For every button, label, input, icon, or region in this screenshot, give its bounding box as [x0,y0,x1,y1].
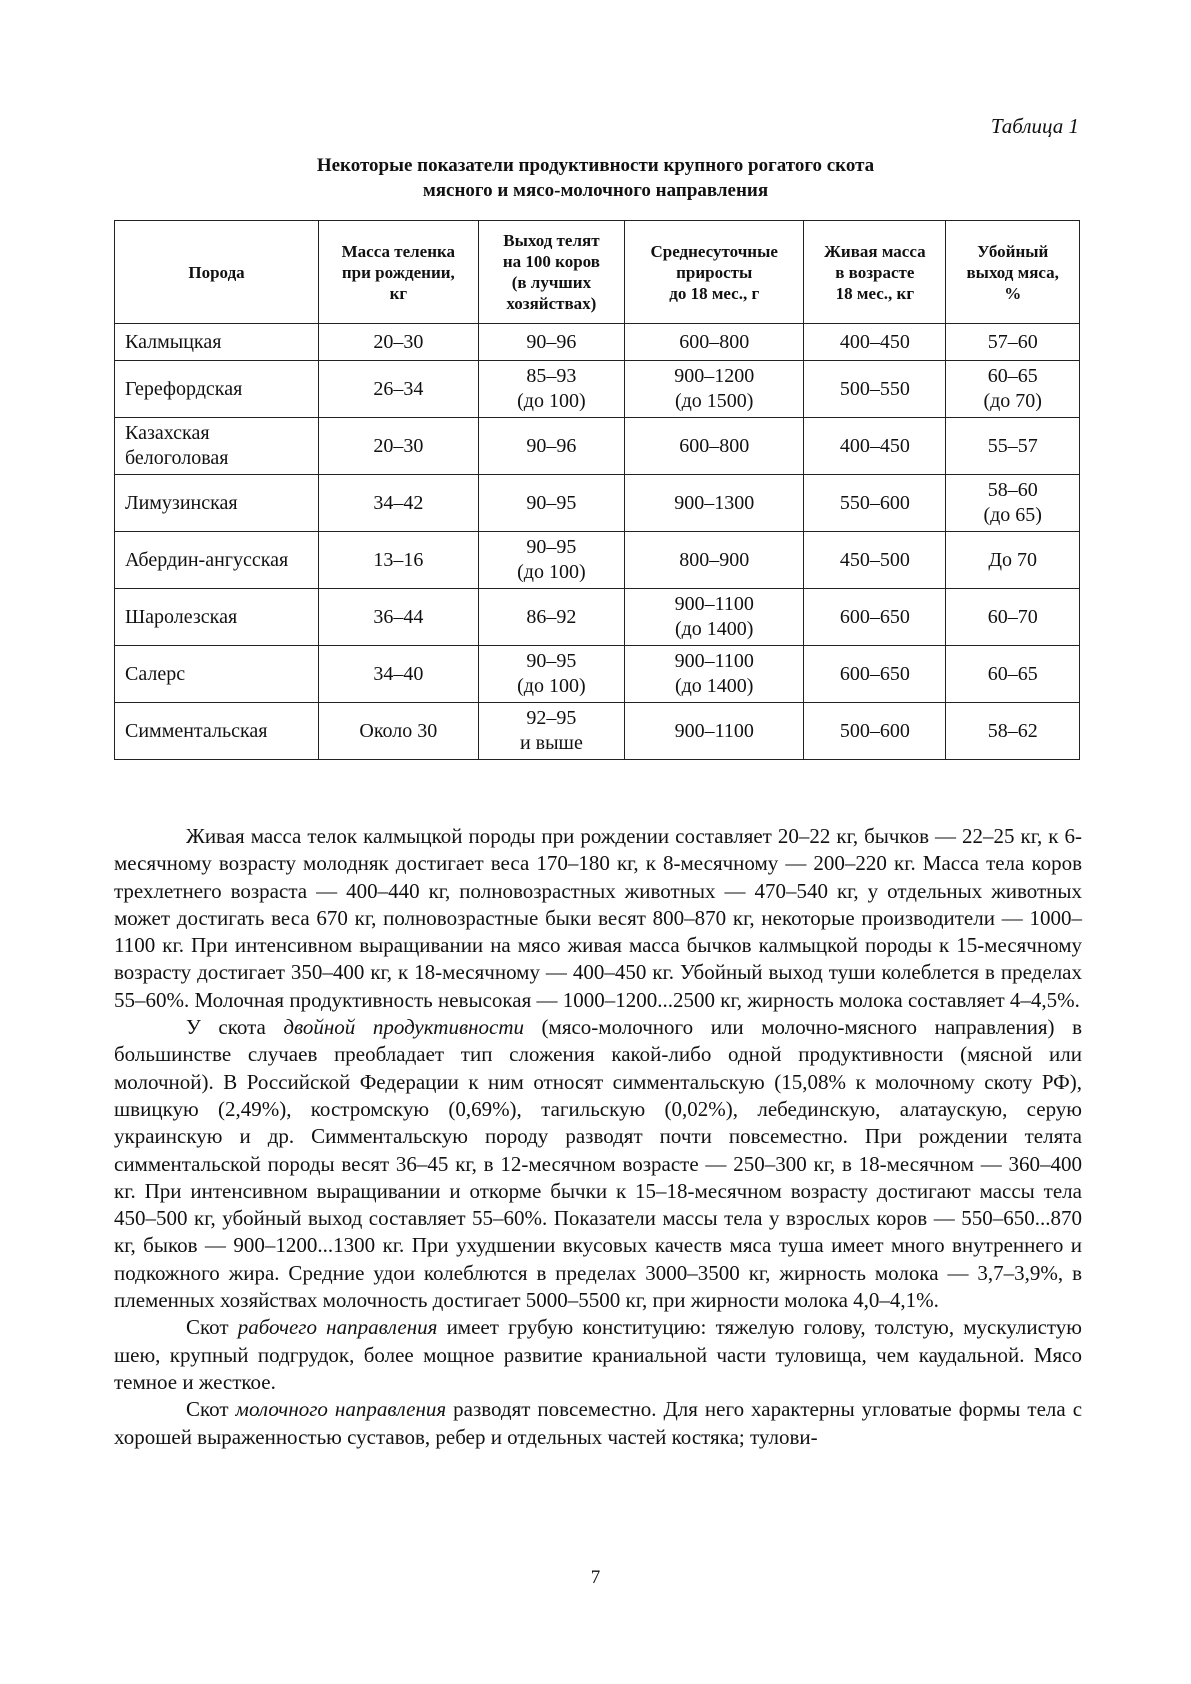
value-cell [946,324,1080,361]
cell-line: Казахская [125,422,210,444]
table-header-row [115,221,1080,324]
table-row [115,589,1080,646]
text-segment: Скот [186,1397,236,1422]
paragraph [114,1014,1082,1314]
cell-line: (до 1500) [674,390,754,412]
column-header-line: на 100 коров [502,252,600,271]
cell-line: (до 1400) [674,675,754,697]
value-cell [319,589,479,646]
value-cell [319,324,479,361]
cell-line: (до 70) [983,390,1042,412]
table-row [115,475,1080,532]
italic-term: двойной продуктивности [283,1015,524,1040]
cell-line: Шаролезская [125,605,238,628]
value-cell [478,589,625,646]
value-cell [478,646,625,703]
value-cell [946,475,1080,532]
value-cell [478,703,625,760]
text-segment: Скот [186,1315,238,1340]
cell-line: Симментальская [125,719,268,742]
column-header-line: при рождении, [341,262,455,282]
value-cell [319,703,479,760]
cell-line: 600–800 [679,434,750,457]
value-cell [625,324,804,361]
cell-line: 20–30 [373,330,424,353]
cell-line: 90–96 [526,330,577,353]
cell-line: Около 30 [359,719,438,742]
cell-line: 85–93 [526,365,577,387]
value-cell [946,418,1080,475]
value-cell [946,532,1080,589]
column-header-line: хозяйствах) [506,294,597,313]
value-cell [625,418,804,475]
value-cell [804,361,946,418]
cell-line: 34–40 [373,662,424,685]
table-row [115,646,1080,703]
value-cell [319,646,479,703]
breed-cell [115,532,319,589]
value-cell [625,589,804,646]
column-header-line: Живая масса [824,241,926,261]
cell-line: 58–60 [987,479,1038,501]
column-header [319,221,479,324]
cell-line: 90–96 [526,434,577,457]
cell-line: 600–650 [839,605,910,628]
cell-line: 55–57 [987,434,1038,457]
column-header [478,221,625,324]
text-segment: У скота [186,1015,284,1040]
value-cell [478,361,625,418]
italic-term: рабочего направления [237,1315,438,1340]
value-cell [478,418,625,475]
column-header-line: Выход телят [503,231,600,250]
value-cell [804,324,946,361]
value-cell [478,475,625,532]
cell-line: 60–65 [987,662,1038,685]
value-cell [804,532,946,589]
column-header-line: кг [389,283,408,303]
cell-line: (до 100) [517,675,586,697]
table-row [115,703,1080,760]
cell-line: 900–1300 [674,491,755,514]
cell-line: 400–450 [839,434,910,457]
cell-line: 900–1100 [674,719,754,742]
column-header-line: Среднесуточные [650,241,778,261]
cell-line: 600–800 [679,330,750,353]
paragraph [114,1396,1082,1451]
value-cell [625,532,804,589]
table-row [115,324,1080,361]
value-cell [946,703,1080,760]
value-cell [946,361,1080,418]
cell-line: 86–92 [526,605,577,628]
table-title-line: мясного и мясо-молочного направления [422,180,769,201]
value-cell [478,324,625,361]
cell-line: 900–1100 [674,650,754,672]
column-header [625,221,804,324]
column-header-line: Масса теленка [341,241,456,261]
breed-cell [115,324,319,361]
value-cell [319,361,479,418]
paragraph [114,1314,1082,1396]
table-row [115,418,1080,475]
value-cell [625,646,804,703]
cell-line: 60–70 [987,605,1038,628]
table-label: Таблица 1 [990,114,1079,138]
column-header [946,221,1080,324]
cell-line: и выше [519,732,583,754]
cell-line: До 70 [988,548,1038,571]
cell-line: 58–62 [987,719,1038,742]
cell-line: 20–30 [373,434,424,457]
cell-line: 400–450 [839,330,910,353]
text-segment: разводят повсеместно. Для него характерны угловатые формы тела с хорошей выраженностью суставов, ребер и отдельных частей костяка; тулови- [114,1397,1083,1449]
cell-line: Лимузинская [125,491,238,514]
cell-line: (до 100) [517,561,586,583]
cell-line: 500–600 [839,719,910,742]
breed-cell [115,589,319,646]
italic-term: молочного направления [235,1397,447,1422]
breed-cell [115,646,319,703]
cell-line: 36–44 [373,605,424,628]
cell-line: 550–600 [839,491,910,514]
column-header-line: до 18 мес., г [669,283,760,303]
cell-line: 34–42 [373,491,424,514]
cell-line: Абердин-ангусская [125,548,289,571]
value-cell [804,475,946,532]
cell-line: 60–65 [987,365,1038,387]
value-cell [478,532,625,589]
text-segment: Живая масса телок калмыцкой породы при рождении составляет 20–22 кг, бычков — 22–25 кг, к 6-месячному возрасту молодняк достигает веса 170–180 кг, к 8-месячному — 200–220 кг. Масса тела коров трехлетнего возраста — 400–440 кг, полновозрастных животных — 470–540 кг, у отдельных животных может достигать веса 670 кг, полновозрастные быки весят 800–870 кг, некоторые производители — 1000–1100 кг. При интенсивном выращивании на мясо живая масса бычков калмыцкой породы к 15-месячному возрасту достигает 350–400 кг, к 18-месячному — 400–450 кг. Убойный выход туши колеблется в пределах 55–60%. Молочная продуктивность невысокая — 1000–1200...2500 кг, жирность молока составляет 4–4,5%. [114,824,1082,1012]
column-header-line: приросты [676,262,753,282]
cell-line: белоголовая [125,447,229,469]
value-cell [625,361,804,418]
column-header [115,221,319,324]
page-number: 7 [590,1567,601,1588]
cell-line: 800–900 [679,548,750,571]
value-cell [625,703,804,760]
cell-line: 90–95 [526,536,577,558]
cell-line: 500–550 [839,377,910,400]
breed-cell [115,418,319,475]
cell-line: (до 1400) [674,618,754,640]
column-header-line: (в лучших [511,273,592,292]
cell-line: (до 100) [517,390,586,412]
paragraph [114,823,1082,1014]
cell-line: 90–95 [526,650,577,672]
text-segment: (мясо-молочного или молочно-мясного направления) в большинстве случаев преобладает тип сложения какой-либо одной продуктивности (мясной или молочной). В Российской Федерации к ним относят симментальскую (15,08% к молочному скоту РФ), швицкую (2,49%), костромскую (0,69%), тагильскую (0,02%), лебединскую, алатаускую, серую украинскую и др. Симментальскую породу разводят почти повсеместно. При рождении телята симментальской породы весят 36–45 кг, в 12-месячном возрасте — 250–300 кг, в 18-месячном — 360–400 кг. При интенсивном выращивании и откорме бычки к 15–18-месячном возрасту достигают массы тела 450–500 кг, убойный выход составляет 55–60%. Показатели массы тела у взрослых коров — 550–650...870 кг, быков — 900–1200...1300 кг. При ухудшении вкусовых качеств мяса туша имеет много внутреннего и подкожного жира. Средние удои колеблются в пределах 3000–3500 кг, жирность молока — 3,7–3,9%, в племенных хозяйствах молочность достигает 5000–5500 кг, при жирности молока 4,0–4,1%. [114,1015,1082,1313]
cell-line: 90–95 [526,491,577,514]
text-segment: имеет грубую конституцию: тяжелую голову, толстую, мускулистую шею, крупный подгрудок, более мощное развитие краниальной части туловища, чем каудальной. Мясо темное и жесткое. [114,1315,1082,1394]
cell-line: 600–650 [839,662,910,685]
column-header-line: в возрасте [835,262,915,282]
cell-line: Герефордская [125,377,243,400]
table-title [112,153,1079,203]
column-header-line: Порода [188,262,245,282]
value-cell [319,475,479,532]
breed-cell [115,703,319,760]
body-text [114,823,1082,1451]
value-cell [804,703,946,760]
cell-line: Салерс [125,662,186,685]
breed-cell [115,475,319,532]
table-body [115,324,1080,760]
value-cell [946,589,1080,646]
cell-line: 900–1100 [674,593,754,615]
value-cell [319,532,479,589]
column-header-line: 18 мес., кг [835,283,915,303]
cell-line: Калмыцкая [125,330,222,353]
cell-line: 57–60 [987,330,1038,353]
column-header-line: Убойный [977,241,1049,261]
value-cell [804,589,946,646]
cell-line: 900–1200 [674,365,755,387]
value-cell [946,646,1080,703]
table-row [115,361,1080,418]
value-cell [319,418,479,475]
productivity-table [114,220,1080,760]
column-header [804,221,946,324]
cell-line: 450–500 [839,548,910,571]
column-header-line: выход мяса, [966,262,1059,282]
column-header-line: % [1004,283,1022,303]
cell-line: 26–34 [373,377,424,400]
cell-line: (до 65) [983,504,1042,526]
value-cell [625,475,804,532]
value-cell [804,418,946,475]
table-row [115,532,1080,589]
table-title-line: Некоторые показатели продуктивности крупного рогатого скота [316,155,875,176]
breed-cell [115,361,319,418]
cell-line: 13–16 [373,548,424,571]
cell-line: 92–95 [526,707,577,729]
value-cell [804,646,946,703]
